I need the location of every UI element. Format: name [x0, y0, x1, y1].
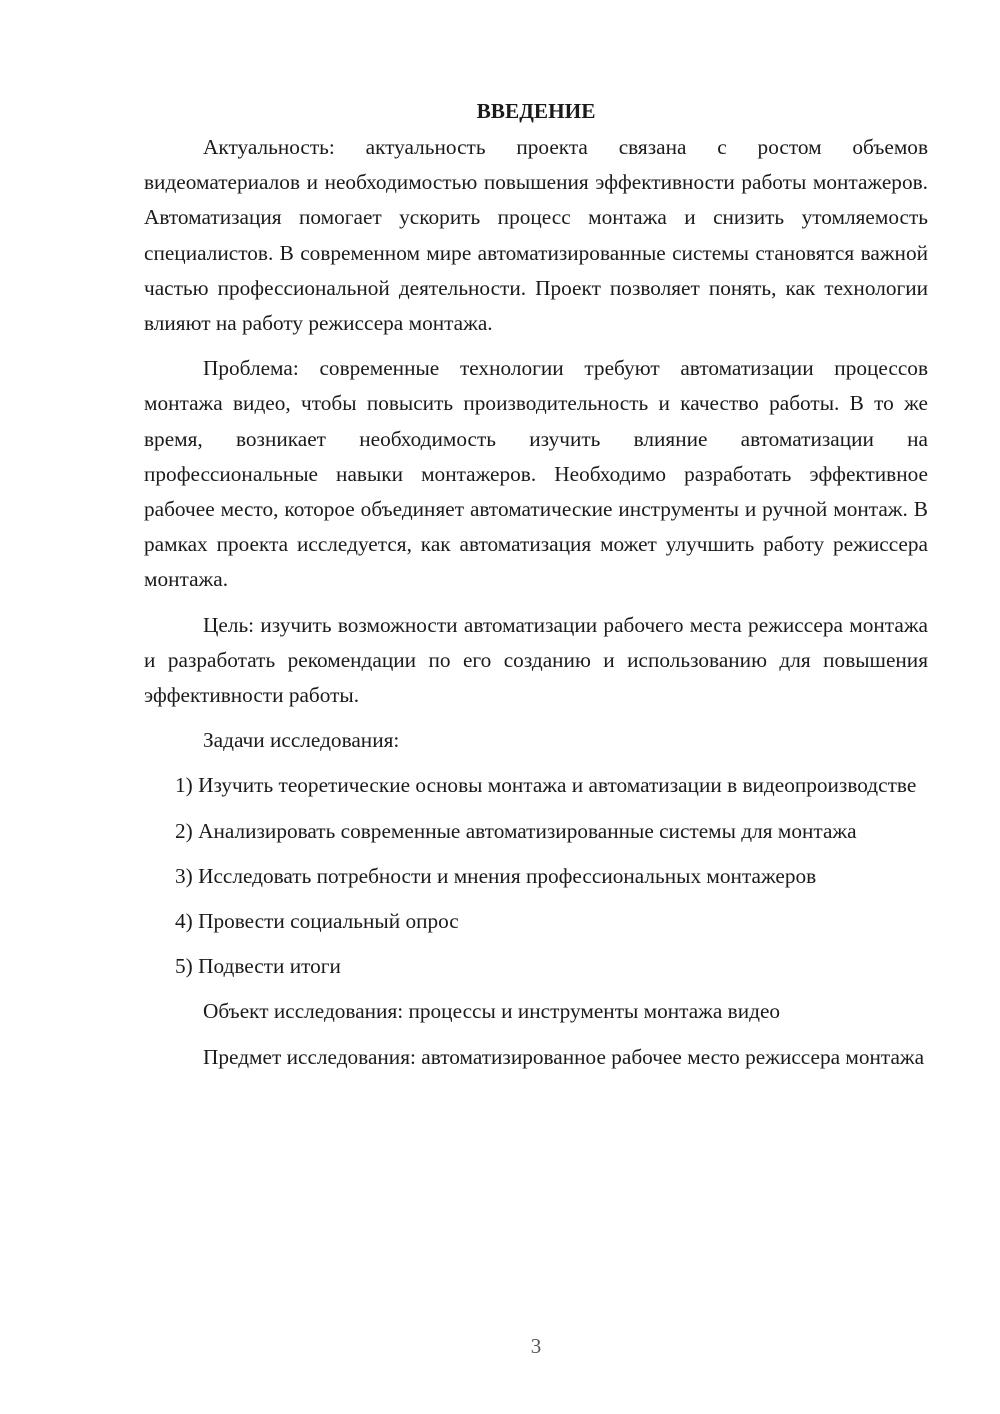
- task-item-1: 1) Изучить теоретические основы монтажа и автоматизации в видеопроизводстве: [175, 773, 917, 798]
- section-title: ВВЕДЕНИЕ: [476, 99, 596, 123]
- document-page: [144, 94, 928, 1085]
- paragraph-relevance: Актуальность: актуальность проекта связана с ростом объемов видеоматериалов и необходимостью повышения эффективности работы монтажеров. Автоматизация помогает ускорить процесс монтажа и снизить утомляемость специалистов. В современном мире автоматизированные системы становятся важной частью профессиональной деятельности. Проект позволяет понять, как технологии влияют на работу режиссера монтажа.: [144, 135, 928, 336]
- paragraph-goal: Цель: изучить возможности автоматизации рабочего места режиссера монтажа и разработать рекомендации по его созданию и использованию для повышения эффективности работы.: [144, 612, 928, 708]
- page-number: 3: [530, 1334, 542, 1358]
- task-item-2: 2) Анализировать современные автоматизированные системы для монтажа: [175, 818, 857, 843]
- paragraph-problem: Проблема: современные технологии требуют автоматизации процессов монтажа видео, чтобы повысить производительность и качество работы. В то же время, возникает необходимость изучить влияние автоматизации на профессиональные навыки монтажеров. Необходимо разработать эффективное рабочее место, которое объединяет автоматические инструменты и ручной монтаж. В рамках проекта исследуется, как автоматизация может улучшить работу режиссера монтажа.: [144, 356, 928, 592]
- paragraph-subject: Предмет исследования: автоматизированное рабочее место режиссера монтажа: [203, 1044, 925, 1069]
- task-item-5: 5) Подвести итоги: [175, 954, 341, 979]
- task-item-4: 4) Провести социальный опрос: [175, 909, 459, 934]
- tasks-heading: Задачи исследования:: [203, 728, 400, 753]
- task-item-3: 3) Исследовать потребности и мнения профессиональных монтажеров: [175, 863, 817, 888]
- paragraph-object: Объект исследования: процессы и инструменты монтажа видео: [203, 999, 781, 1024]
